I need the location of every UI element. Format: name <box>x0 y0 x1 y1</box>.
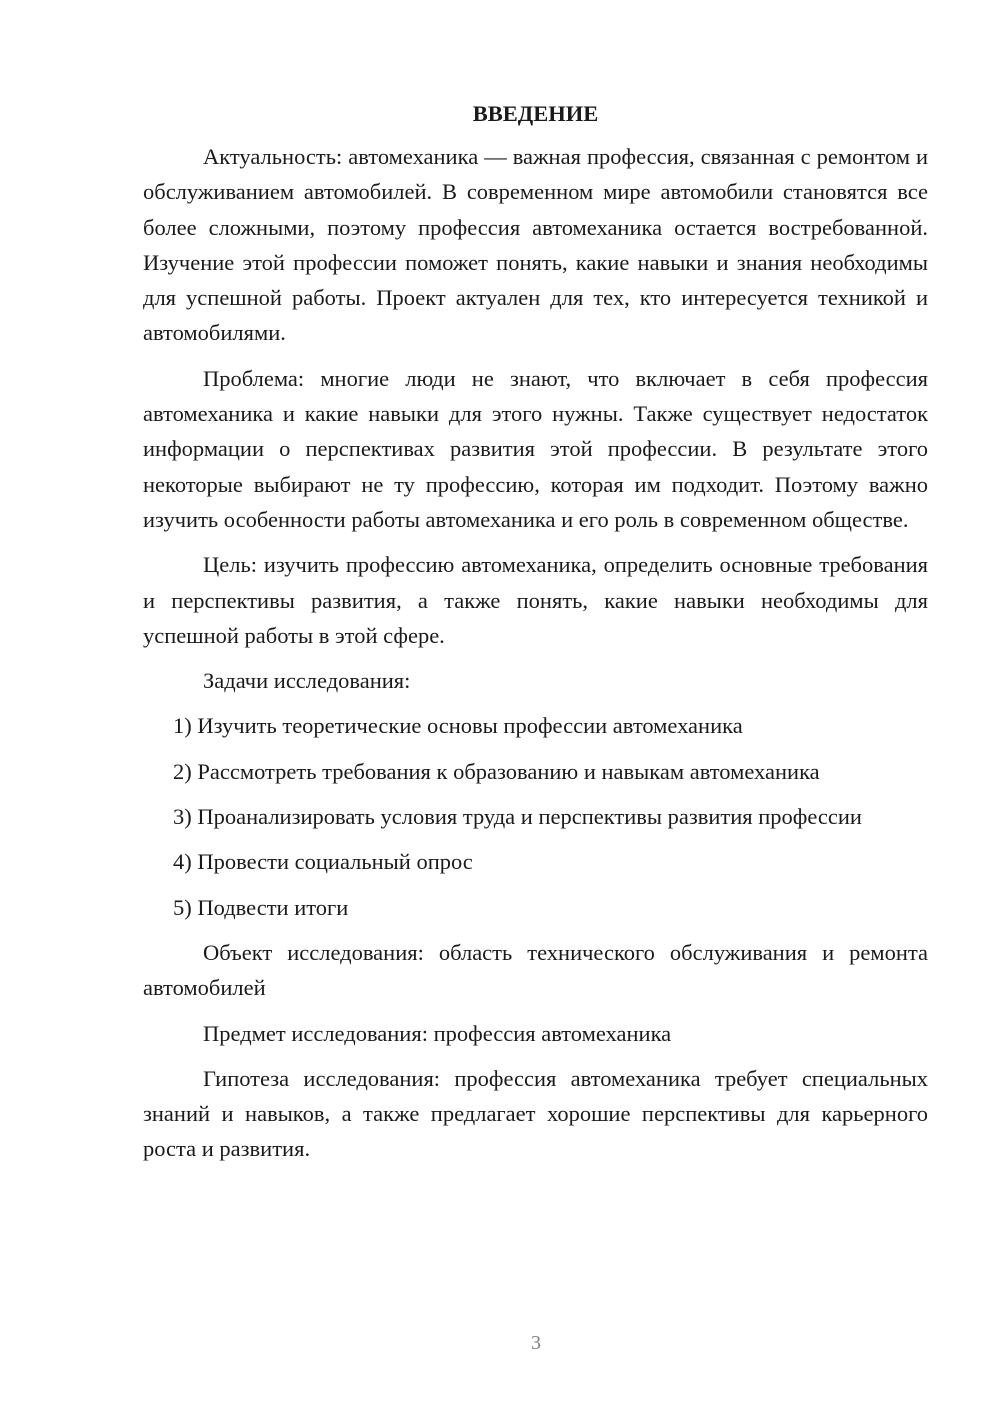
hypothesis-paragraph: Гипотеза исследования: профессия автомеханика требует специальных знаний и навыков, а также предлагает хорошие перспективы для карьерного роста и развития. <box>143 1065 928 1162</box>
task-item-4: 4) Провести социальный опрос <box>173 849 473 875</box>
page-number: 3 <box>531 1332 541 1354</box>
task-item-5: 5) Подвести итоги <box>173 894 349 920</box>
task-item-2: 2) Рассмотреть требования к образованию и навыкам автомеханика <box>173 758 820 784</box>
task-item-3: 3) Проанализировать условия труда и перспективы развития профессии <box>173 804 862 830</box>
tasks-heading: Задачи исследования: <box>203 668 411 694</box>
object-paragraph: Объект исследования: область технического обслуживания и ремонта автомобилей <box>143 939 928 1001</box>
page-content <box>143 96 928 1177</box>
subject-paragraph: Предмет исследования: профессия автомеханика <box>203 1020 672 1046</box>
relevance-paragraph: Актуальность: автомеханика — важная профессия, связанная с ремонтом и обслуживанием автомобилей. В современном мире автомобили становятся все более сложными, поэтому профессия автомеханика остается востребованной. Изучение этой профессии поможет понять, какие навыки и знания необходимы для успешной работы. Проект актуален для тех, кто интересуется техникой и автомобилями. <box>143 144 928 346</box>
task-item-1: 1) Изучить теоретические основы профессии автомеханика <box>173 713 743 739</box>
goal-paragraph: Цель: изучить профессию автомеханика, определить основные требования и перспективы развития, а также понять, какие навыки необходимы для успешной работы в этой сфере. <box>143 552 928 648</box>
section-title: ВВЕДЕНИЕ <box>472 101 599 126</box>
problem-paragraph: Проблема: многие люди не знают, что включает в себя профессия автомеханика и какие навыки для этого нужны. Также существует недостаток информации о перспективах развития этой профессии. В результате этого некоторые выбирают не ту профессию, которая им подходит. Поэтому важно изучить особенности работы автомеханика и его роль в современном обществе. <box>143 365 928 532</box>
